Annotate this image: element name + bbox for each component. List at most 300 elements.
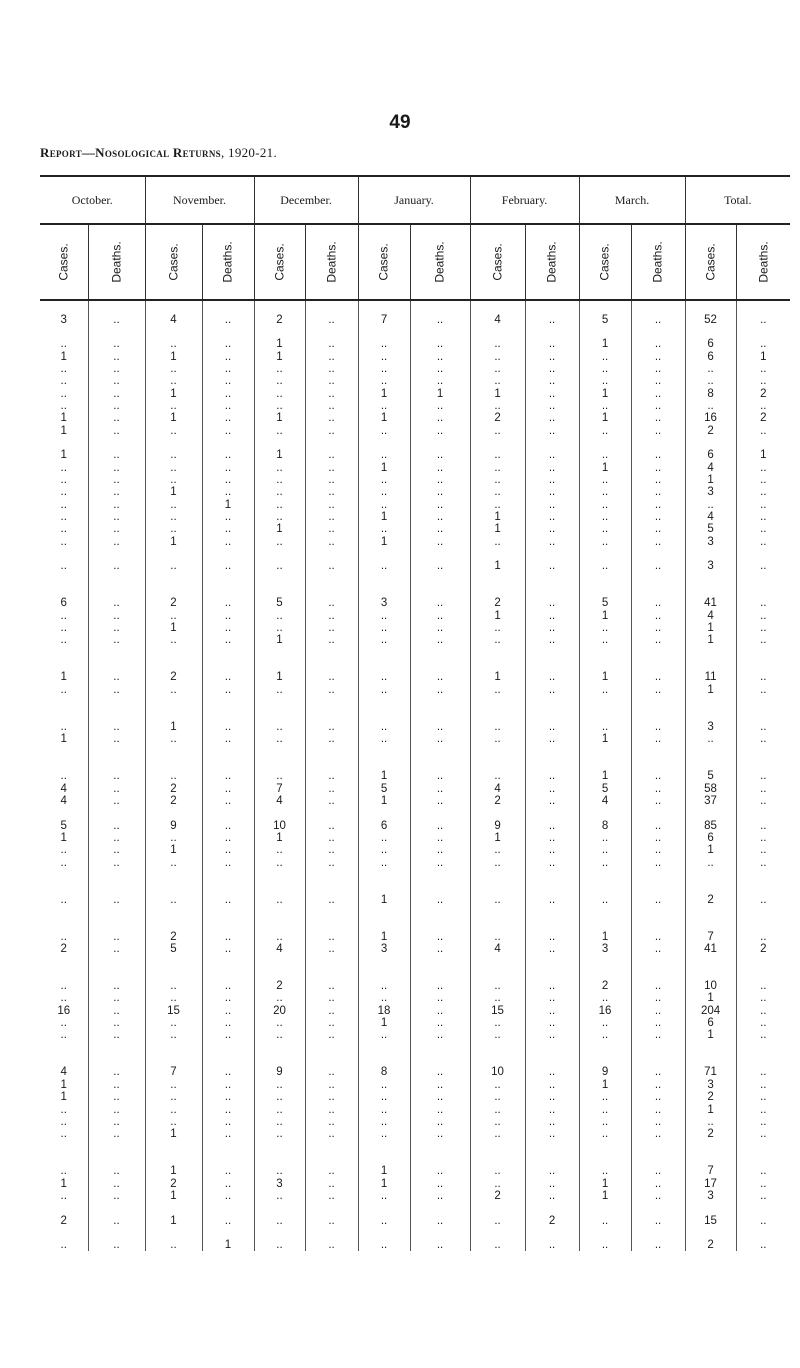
table-cell bbox=[358, 326, 410, 338]
table-cell bbox=[736, 918, 790, 930]
table-cell: 2 bbox=[685, 1239, 736, 1251]
table-cell: .. bbox=[525, 486, 579, 498]
table-cell bbox=[254, 548, 305, 560]
table-cell: .. bbox=[410, 375, 470, 387]
table-cell bbox=[254, 437, 305, 449]
table-cell bbox=[410, 326, 470, 338]
spacer-row bbox=[40, 1153, 790, 1165]
table-cell: .. bbox=[736, 1190, 790, 1202]
table-cell: .. bbox=[254, 486, 305, 498]
table-cell: 18 bbox=[358, 1005, 410, 1017]
table-cell: .. bbox=[305, 338, 358, 350]
table-cell bbox=[579, 1227, 631, 1239]
table-cell: 11 bbox=[685, 671, 736, 683]
table-cell: 7 bbox=[685, 931, 736, 943]
table-cell: 2 bbox=[525, 1214, 579, 1226]
table-cell: .. bbox=[202, 363, 254, 375]
table-cell bbox=[410, 696, 470, 708]
table-cell bbox=[631, 745, 685, 757]
table-cell bbox=[410, 745, 470, 757]
table-cell bbox=[305, 647, 358, 659]
deaths-column-header bbox=[202, 224, 254, 300]
table-cell: .. bbox=[736, 844, 790, 856]
table-cell: 1 bbox=[685, 992, 736, 1004]
table-cell bbox=[631, 906, 685, 918]
table-cell bbox=[254, 696, 305, 708]
table-cell: .. bbox=[254, 375, 305, 387]
table-cell: 1 bbox=[358, 461, 410, 473]
table-cell: .. bbox=[202, 597, 254, 609]
table-cell: 3 bbox=[685, 486, 736, 498]
table-cell: .. bbox=[202, 634, 254, 646]
table-cell bbox=[470, 437, 525, 449]
spacer-row bbox=[40, 881, 790, 893]
table-row bbox=[40, 511, 790, 523]
table-cell bbox=[202, 807, 254, 819]
table-cell: .. bbox=[736, 1177, 790, 1189]
table-cell: 41 bbox=[685, 597, 736, 609]
table-cell: .. bbox=[305, 1103, 358, 1115]
table-body bbox=[40, 300, 790, 1251]
table-cell: .. bbox=[254, 1091, 305, 1103]
table-cell bbox=[631, 869, 685, 881]
table-cell: .. bbox=[60, 523, 67, 536]
table-cell: 1 bbox=[358, 795, 410, 807]
table-cell bbox=[410, 708, 470, 720]
table-cell bbox=[40, 326, 88, 338]
table-cell bbox=[358, 585, 410, 597]
table-cell: 4 bbox=[60, 794, 67, 807]
table-cell: .. bbox=[60, 1029, 67, 1042]
table-cell: .. bbox=[470, 486, 525, 498]
table-cell bbox=[358, 647, 410, 659]
table-cell: .. bbox=[525, 511, 579, 523]
table-cell bbox=[305, 585, 358, 597]
table-cell bbox=[470, 300, 525, 313]
table-cell bbox=[579, 881, 631, 893]
table-cell: .. bbox=[254, 1017, 305, 1029]
table-cell: .. bbox=[631, 461, 685, 473]
table-cell bbox=[410, 659, 470, 671]
table-cell: 1 bbox=[579, 412, 631, 424]
table-cell: 1 bbox=[579, 338, 631, 350]
table-cell: .. bbox=[525, 1091, 579, 1103]
table-cell: 2 bbox=[470, 795, 525, 807]
table-cell bbox=[305, 573, 358, 585]
table-cell: 1 bbox=[145, 387, 202, 399]
table-cell bbox=[410, 548, 470, 560]
table-row bbox=[40, 671, 790, 683]
table-cell: .. bbox=[736, 733, 790, 745]
table-cell: .. bbox=[305, 684, 358, 696]
table-cell: 3 bbox=[579, 943, 631, 955]
table-cell bbox=[631, 968, 685, 980]
table-cell bbox=[305, 1153, 358, 1165]
table-cell bbox=[145, 585, 202, 597]
table-cell: .. bbox=[202, 1177, 254, 1189]
table-cell: .. bbox=[631, 894, 685, 906]
table-cell: .. bbox=[631, 844, 685, 856]
table-cell: .. bbox=[88, 499, 145, 511]
table-cell: 58 bbox=[685, 782, 736, 794]
table-cell: .. bbox=[525, 1116, 579, 1128]
table-cell: .. bbox=[410, 931, 470, 943]
table-cell bbox=[631, 1140, 685, 1152]
table-cell bbox=[40, 918, 88, 930]
table-cell bbox=[470, 906, 525, 918]
table-cell bbox=[685, 881, 736, 893]
table-cell: .. bbox=[60, 856, 67, 869]
table-cell: 2 bbox=[685, 1091, 736, 1103]
table-cell bbox=[470, 968, 525, 980]
table-cell bbox=[736, 300, 790, 313]
table-cell bbox=[40, 758, 88, 770]
table-cell: .. bbox=[305, 1017, 358, 1029]
table-cell bbox=[254, 300, 305, 313]
table-cell bbox=[202, 1153, 254, 1165]
table-cell: .. bbox=[202, 461, 254, 473]
table-cell: .. bbox=[736, 474, 790, 486]
table-cell: .. bbox=[254, 1116, 305, 1128]
table-row bbox=[40, 844, 790, 856]
table-cell: .. bbox=[631, 795, 685, 807]
table-cell: 6 bbox=[685, 350, 736, 362]
table-cell bbox=[145, 968, 202, 980]
table-cell bbox=[410, 906, 470, 918]
table-cell: .. bbox=[202, 671, 254, 683]
table-cell: 3 bbox=[254, 1177, 305, 1189]
table-cell: 1 bbox=[685, 634, 736, 646]
column-header-label: Cases. bbox=[272, 243, 287, 281]
table-row bbox=[40, 1005, 790, 1017]
table-cell: .. bbox=[358, 363, 410, 375]
table-cell: 1 bbox=[736, 350, 790, 362]
cases-column-header bbox=[470, 224, 525, 300]
table-cell: 1 bbox=[358, 894, 410, 906]
table-cell: 1 bbox=[470, 560, 525, 572]
table-cell: .. bbox=[631, 1239, 685, 1251]
table-cell: .. bbox=[358, 400, 410, 412]
table-cell: 1 bbox=[685, 844, 736, 856]
cases-column-header bbox=[40, 224, 88, 300]
table-cell: .. bbox=[202, 931, 254, 943]
table-cell bbox=[202, 906, 254, 918]
table-cell: .. bbox=[145, 770, 202, 782]
table-cell: .. bbox=[305, 634, 358, 646]
table-cell: .. bbox=[145, 400, 202, 412]
table-cell: 1 bbox=[60, 1091, 67, 1104]
table-cell: .. bbox=[736, 819, 790, 831]
table-cell bbox=[470, 881, 525, 893]
month-header-row bbox=[40, 176, 790, 224]
table-cell: .. bbox=[525, 313, 579, 325]
table-cell: .. bbox=[88, 1165, 145, 1177]
table-cell: .. bbox=[631, 1165, 685, 1177]
table-cell: .. bbox=[305, 412, 358, 424]
table-cell: .. bbox=[470, 1177, 525, 1189]
table-cell: .. bbox=[305, 1239, 358, 1251]
table-cell bbox=[410, 968, 470, 980]
table-cell: 1 bbox=[145, 350, 202, 362]
table-cell bbox=[358, 1202, 410, 1214]
table-cell: .. bbox=[631, 1116, 685, 1128]
column-header-label: Cases. bbox=[166, 243, 181, 281]
table-cell: .. bbox=[410, 449, 470, 461]
table-cell: .. bbox=[88, 770, 145, 782]
subheader-row bbox=[40, 224, 790, 300]
table-cell bbox=[88, 869, 145, 881]
table-cell bbox=[736, 758, 790, 770]
table-cell bbox=[254, 1202, 305, 1214]
table-cell bbox=[410, 1054, 470, 1066]
table-cell: .. bbox=[202, 1190, 254, 1202]
table-cell: .. bbox=[631, 313, 685, 325]
table-cell: .. bbox=[579, 684, 631, 696]
table-cell: 1 bbox=[579, 671, 631, 683]
table-cell bbox=[631, 1227, 685, 1239]
table-cell: .. bbox=[579, 523, 631, 535]
table-cell: .. bbox=[88, 486, 145, 498]
table-cell: .. bbox=[685, 733, 736, 745]
table-cell: .. bbox=[525, 1177, 579, 1189]
table-cell: 1 bbox=[254, 449, 305, 461]
table-cell: 1 bbox=[358, 1017, 410, 1029]
table-cell: .. bbox=[202, 819, 254, 831]
table-cell bbox=[470, 548, 525, 560]
table-cell: .. bbox=[685, 499, 736, 511]
table-row bbox=[40, 387, 790, 399]
table-cell: .. bbox=[202, 1128, 254, 1140]
table-cell bbox=[525, 906, 579, 918]
table-cell: .. bbox=[60, 338, 67, 351]
table-cell bbox=[145, 696, 202, 708]
table-cell bbox=[579, 1140, 631, 1152]
table-row bbox=[40, 499, 790, 511]
table-cell: .. bbox=[736, 931, 790, 943]
table-cell bbox=[736, 326, 790, 338]
table-cell: .. bbox=[631, 350, 685, 362]
table-cell bbox=[579, 869, 631, 881]
table-cell: 1 bbox=[254, 832, 305, 844]
column-header-label: Cases. bbox=[490, 243, 505, 281]
table-row bbox=[40, 1177, 790, 1189]
table-cell: .. bbox=[254, 560, 305, 572]
table-cell: .. bbox=[470, 856, 525, 868]
table-cell bbox=[40, 968, 88, 980]
table-cell bbox=[470, 1054, 525, 1066]
table-cell: .. bbox=[410, 560, 470, 572]
table-cell bbox=[685, 745, 736, 757]
month-total: Total. bbox=[685, 176, 790, 224]
nosological-returns-table bbox=[40, 175, 790, 1360]
table-cell: .. bbox=[525, 449, 579, 461]
table-cell: .. bbox=[202, 350, 254, 362]
table-cell: .. bbox=[470, 733, 525, 745]
table-cell: .. bbox=[358, 980, 410, 992]
table-cell: .. bbox=[60, 1165, 67, 1178]
table-cell: .. bbox=[631, 499, 685, 511]
table-cell: .. bbox=[470, 980, 525, 992]
table-cell bbox=[685, 968, 736, 980]
table-cell bbox=[145, 745, 202, 757]
table-cell bbox=[145, 659, 202, 671]
table-cell: .. bbox=[88, 461, 145, 473]
table-cell: .. bbox=[470, 844, 525, 856]
table-cell: .. bbox=[358, 832, 410, 844]
table-cell bbox=[145, 1202, 202, 1214]
table-cell bbox=[631, 659, 685, 671]
table-cell bbox=[305, 807, 358, 819]
table-cell bbox=[525, 1227, 579, 1239]
table-cell bbox=[305, 955, 358, 967]
table-cell: .. bbox=[202, 733, 254, 745]
table-cell: .. bbox=[579, 375, 631, 387]
table-cell: .. bbox=[254, 1079, 305, 1091]
table-cell: .. bbox=[579, 363, 631, 375]
table-cell: .. bbox=[358, 733, 410, 745]
table-cell: .. bbox=[579, 1029, 631, 1041]
table-cell: .. bbox=[358, 1116, 410, 1128]
month-december: December. bbox=[254, 176, 358, 224]
table-cell: .. bbox=[202, 1091, 254, 1103]
table-cell bbox=[358, 659, 410, 671]
table-cell bbox=[358, 548, 410, 560]
table-cell bbox=[736, 548, 790, 560]
table-row bbox=[40, 943, 790, 955]
table-cell: 5 bbox=[145, 943, 202, 955]
table-cell: .. bbox=[410, 980, 470, 992]
table-cell: .. bbox=[736, 511, 790, 523]
table-cell bbox=[145, 1140, 202, 1152]
table-cell bbox=[88, 1153, 145, 1165]
table-cell: .. bbox=[470, 992, 525, 1004]
table-cell: 10 bbox=[470, 1066, 525, 1078]
table-cell: 1 bbox=[60, 733, 67, 746]
table-cell bbox=[685, 1042, 736, 1054]
table-cell: .. bbox=[470, 1128, 525, 1140]
table-cell: 1 bbox=[685, 684, 736, 696]
table-cell: 1 bbox=[579, 733, 631, 745]
table-cell: 52 bbox=[685, 313, 736, 325]
table-cell: .. bbox=[736, 400, 790, 412]
table-cell bbox=[631, 326, 685, 338]
table-row bbox=[40, 424, 790, 436]
table-cell: .. bbox=[410, 1091, 470, 1103]
table-cell: .. bbox=[631, 400, 685, 412]
table-cell: 1 bbox=[145, 1214, 202, 1226]
table-cell: 1 bbox=[579, 1190, 631, 1202]
table-cell: .. bbox=[358, 856, 410, 868]
table-cell: .. bbox=[305, 400, 358, 412]
table-cell: 4 bbox=[470, 313, 525, 325]
table-cell: .. bbox=[88, 844, 145, 856]
table-row bbox=[40, 894, 790, 906]
table-cell bbox=[525, 1140, 579, 1152]
table-cell: .. bbox=[88, 1091, 145, 1103]
table-cell: .. bbox=[685, 400, 736, 412]
spacer-row bbox=[40, 758, 790, 770]
table-cell bbox=[202, 869, 254, 881]
cases-column-header bbox=[579, 224, 631, 300]
cases-column-header bbox=[358, 224, 410, 300]
table-cell: 4 bbox=[60, 782, 67, 795]
table-cell: .. bbox=[631, 634, 685, 646]
table-row bbox=[40, 1214, 790, 1226]
spacer-row bbox=[40, 906, 790, 918]
table-cell bbox=[40, 437, 88, 449]
spacer-row bbox=[40, 573, 790, 585]
table-cell bbox=[631, 955, 685, 967]
table-cell bbox=[40, 548, 88, 560]
column-header-label: Cases. bbox=[377, 243, 392, 281]
table-cell: .. bbox=[736, 1239, 790, 1251]
table-cell: .. bbox=[88, 782, 145, 794]
table-cell bbox=[88, 300, 145, 313]
table-cell bbox=[202, 881, 254, 893]
table-cell bbox=[254, 869, 305, 881]
table-cell: .. bbox=[736, 1214, 790, 1226]
table-cell: .. bbox=[470, 350, 525, 362]
table-cell: .. bbox=[525, 1239, 579, 1251]
table-cell: .. bbox=[60, 461, 67, 474]
cases-column-header bbox=[145, 224, 202, 300]
table-cell: .. bbox=[579, 1091, 631, 1103]
table-cell bbox=[145, 807, 202, 819]
table-cell: .. bbox=[631, 622, 685, 634]
table-cell bbox=[579, 300, 631, 313]
table-cell bbox=[579, 955, 631, 967]
table-cell: .. bbox=[305, 597, 358, 609]
table-cell: 9 bbox=[254, 1066, 305, 1078]
table-row bbox=[40, 634, 790, 646]
table-cell: .. bbox=[88, 980, 145, 992]
table-cell: .. bbox=[525, 536, 579, 548]
table-cell: 1 bbox=[145, 844, 202, 856]
table-cell: .. bbox=[254, 992, 305, 1004]
table-cell: 3 bbox=[685, 1190, 736, 1202]
table-cell bbox=[254, 881, 305, 893]
spacer-row bbox=[40, 696, 790, 708]
table-cell bbox=[202, 696, 254, 708]
table-cell: .. bbox=[202, 474, 254, 486]
table-cell: .. bbox=[736, 313, 790, 325]
table-cell bbox=[736, 437, 790, 449]
table-cell bbox=[579, 573, 631, 585]
table-cell: .. bbox=[410, 622, 470, 634]
table-cell: .. bbox=[525, 387, 579, 399]
table-cell bbox=[736, 659, 790, 671]
table-row bbox=[40, 856, 790, 868]
table-cell bbox=[305, 548, 358, 560]
table-cell bbox=[631, 1202, 685, 1214]
table-cell bbox=[410, 300, 470, 313]
table-cell: 1 bbox=[470, 610, 525, 622]
table-cell: .. bbox=[88, 523, 145, 535]
table-cell bbox=[736, 647, 790, 659]
table-cell: .. bbox=[525, 832, 579, 844]
table-cell: .. bbox=[736, 1116, 790, 1128]
table-cell: .. bbox=[358, 721, 410, 733]
table-cell: .. bbox=[525, 844, 579, 856]
table-row bbox=[40, 313, 790, 325]
table-cell: 1 bbox=[579, 1079, 631, 1091]
table-cell: 2 bbox=[736, 943, 790, 955]
table-cell bbox=[145, 573, 202, 585]
table-cell: .. bbox=[410, 992, 470, 1004]
table-cell bbox=[631, 573, 685, 585]
table-cell: 1 bbox=[579, 387, 631, 399]
table-cell: .. bbox=[525, 671, 579, 683]
